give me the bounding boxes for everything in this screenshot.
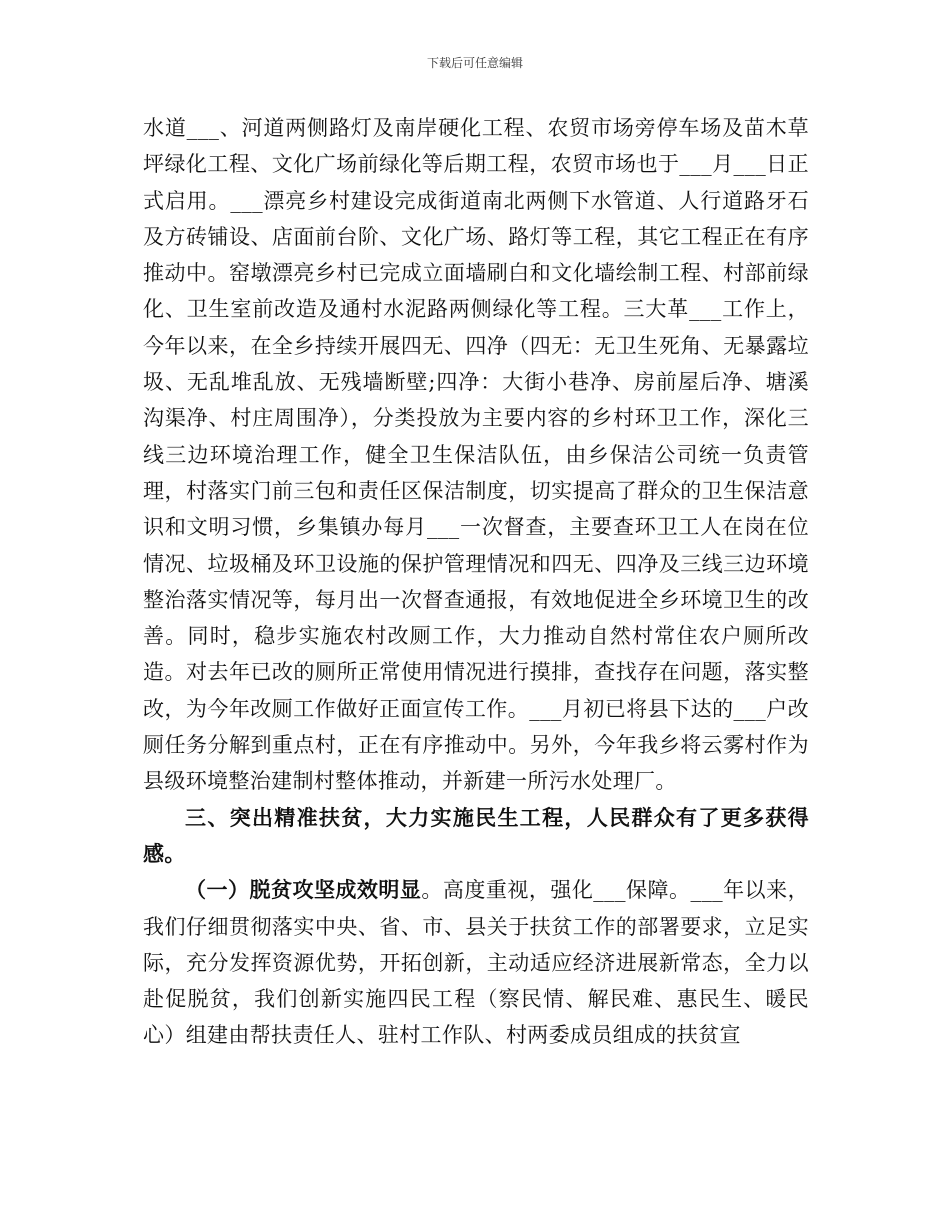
body-paragraph: 水道___、河道两侧路灯及南岸硬化工程、农贸市场旁停车场及苗木草坪绿化工程、文化广场前绿化等后期工程，农贸市场也于___月___日正式启用。___漂亮乡村建设完成街道南北两侧下水管道、人行道路牙石及方砖铺设、店面前台阶、文化广场、路灯等工程，其它工程正在有序推动中。窑墩漂亮乡村已完成立面墙刷白和文化墙绘制工程、村部前绿化、卫生室前改造及通村水泥路两侧绿化等工程。三大革___工作上，今年以来，在全乡持续开展四无、四净（四无：无卫生死角、无暴露垃圾、无乱堆乱放、无残墙断壁;四净：大街小巷净、房前屋后净、塘溪沟渠净、村庄周围净），分类投放为主要内容的乡村环卫工作，深化三线三边环境治理工作，健全卫生保洁队伍，由乡保洁公司统一负责管理，村落实门前三包和责任区保洁制度，切实提高了群众的卫生保洁意识和文明习惯，乡集镇办每月___一次督查，主要查环卫工人在岗在位情况、垃圾桶及环卫设施的保护管理情况和四无、四净及三线三边环境整治落实情况等，每月出一次督查通报，有效地促进全乡环境卫生的改善。同时，稳步实施农村改厕工作，大力推动自然村常住农户厕所改造。对去年已改的厕所正常使用情况进行摸排，查找存在问题，落实整改，为今年改厕工作做好正面宣传工作。___月初已将县下达的___户改厕任务分解到重点村，正在有序推动中。另外，今年我乡将云雾村作为县级环境整治建制村整体推动，并新建一所污水处理厂。 [143, 116, 809, 794]
subsection-heading: （一）脱贫攻坚成效明显 [185, 877, 422, 903]
body-paragraph-2 [143, 872, 809, 1053]
document-body [143, 110, 809, 1054]
page-header: 下载后可任意编辑 [426, 56, 523, 70]
section-heading: 三、突出精准扶贫，大力实施民生工程，人民群众有了更多获得感。 [143, 804, 809, 866]
paragraph-text: 。高度重视，强化___保障。___年以来，我们仔细贯彻落实中央、省、市、县关于扶贫工作的部署要求，立足实际，充分发挥资源优势，开拓创新，主动适应经济进展新常态，全力以赴促脱贫，我们创新实施四民工程（察民情、解民难、惠民生、暖民心）组建由帮扶责任人、驻村工作队、村两委成员组成的扶贫宣 [143, 878, 809, 1048]
